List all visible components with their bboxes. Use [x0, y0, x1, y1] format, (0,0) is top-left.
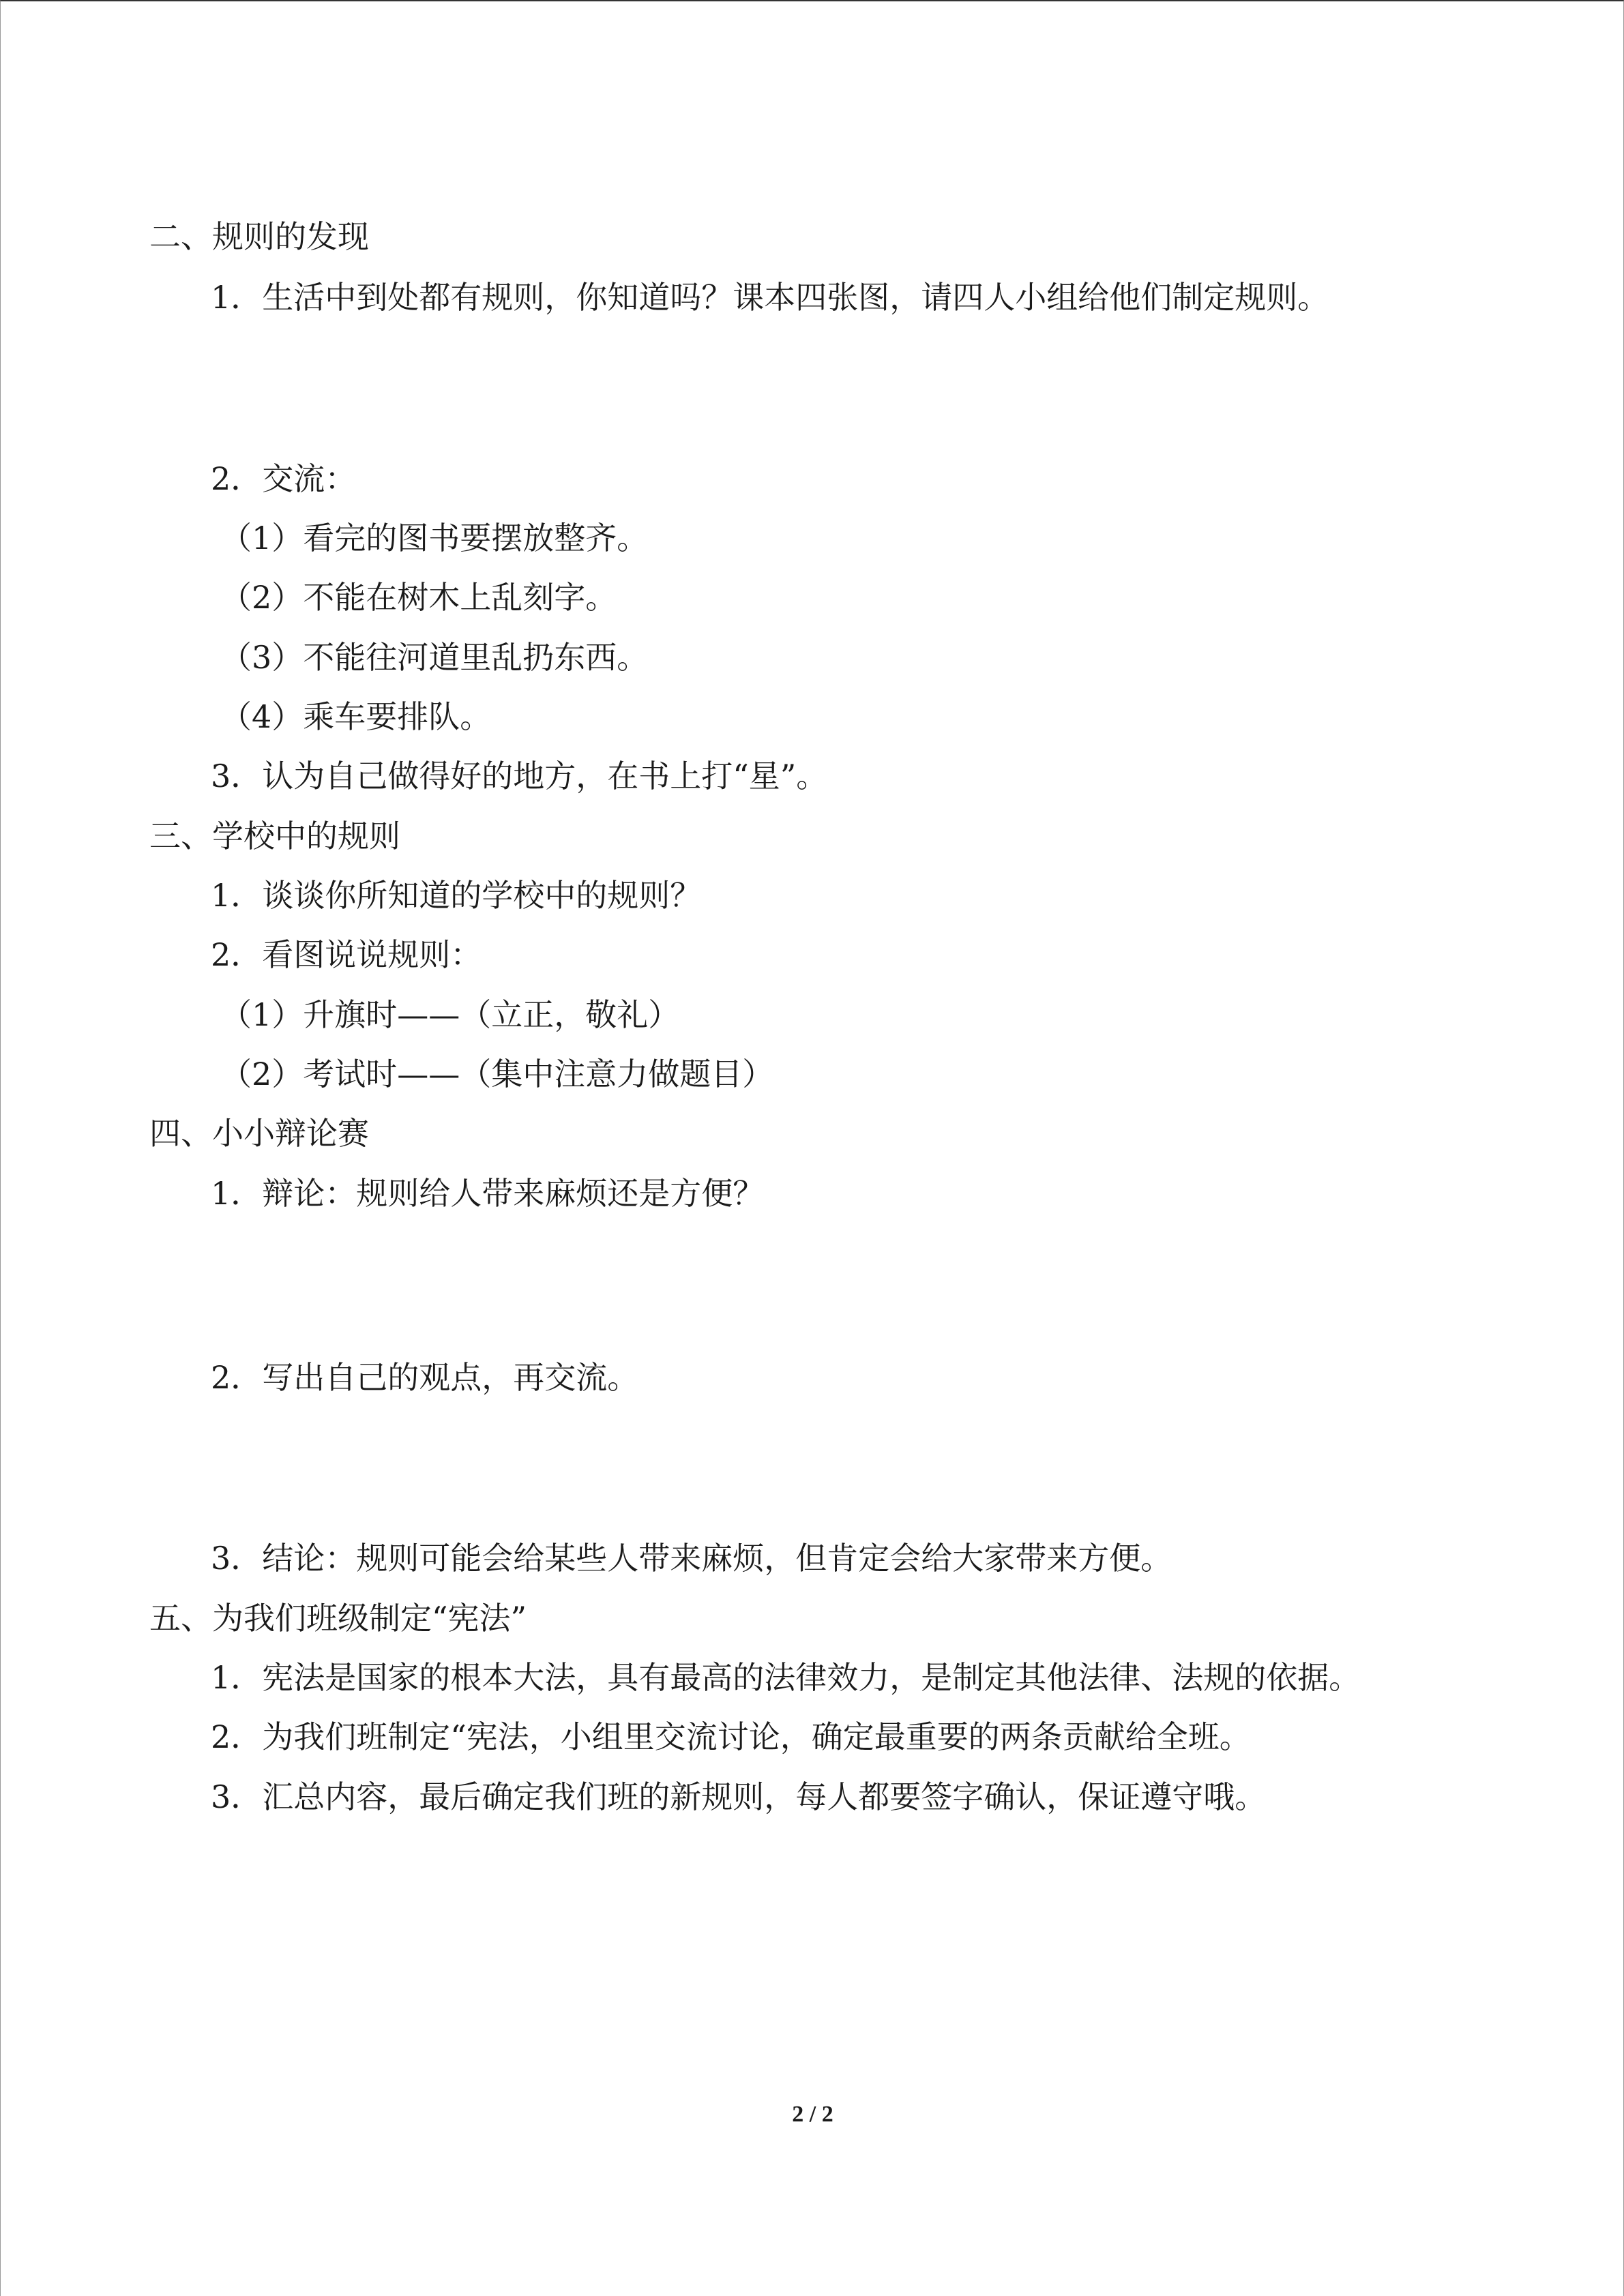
section-3-item-2: 2．看图说说规则：	[211, 936, 482, 973]
section-heading-2: 二、规则的发现	[149, 218, 369, 255]
section-2-item-2: 2．交流：	[211, 460, 357, 497]
section-heading-5: 五、为我们班级制定“宪法”	[149, 1600, 527, 1637]
section-2-sub-1: （1）看完的图书要摆放整齐。	[220, 520, 649, 556]
section-4-item-3: 3．结论：规则可能会给某些人带来麻烦，但肯定会给大家带来方便。	[211, 1540, 1172, 1577]
section-2-item-1: 1．生活中到处都有规则，你知道吗？课本四张图，请四人小组给他们制定规则。	[211, 279, 1329, 316]
section-heading-3: 三、学校中的规则	[149, 818, 400, 854]
section-5-item-3: 3．汇总内容，最后确定我们班的新规则，每人都要签字确认，保证遵守哦。	[211, 1778, 1267, 1815]
section-2-sub-3: （3）不能往河道里乱扔东西。	[220, 639, 649, 676]
section-2-item-3: 3．认为自己做得好的地方，在书上打“星”。	[211, 758, 828, 794]
section-5-item-2: 2．为我们班制定“宪法，小组里交流讨论，确定最重要的两条贡献给全班。	[211, 1718, 1251, 1755]
section-2-sub-4: （4）乘车要排队。	[220, 698, 492, 735]
section-5-item-1: 1．宪法是国家的根本大法，具有最高的法律效力，是制定其他法律、法规的依据。	[211, 1659, 1361, 1696]
section-4-item-2: 2．写出自己的观点，再交流。	[211, 1359, 639, 1396]
section-heading-4: 四、小小辩论赛	[149, 1115, 369, 1152]
section-3-sub-1: （1）升旗时——（立正，敬礼）	[220, 996, 680, 1033]
page-number: 2 / 2	[792, 2102, 833, 2127]
section-2-sub-2: （2）不能在树木上乱刻字。	[220, 579, 617, 616]
section-3-sub-2: （2）考试时——（集中注意力做题目）	[220, 1056, 774, 1092]
section-4-item-1: 1．辩论：规则给人带来麻烦还是方便？	[211, 1175, 765, 1212]
section-3-item-1: 1．谈谈你所知道的学校中的规则？	[211, 877, 702, 914]
